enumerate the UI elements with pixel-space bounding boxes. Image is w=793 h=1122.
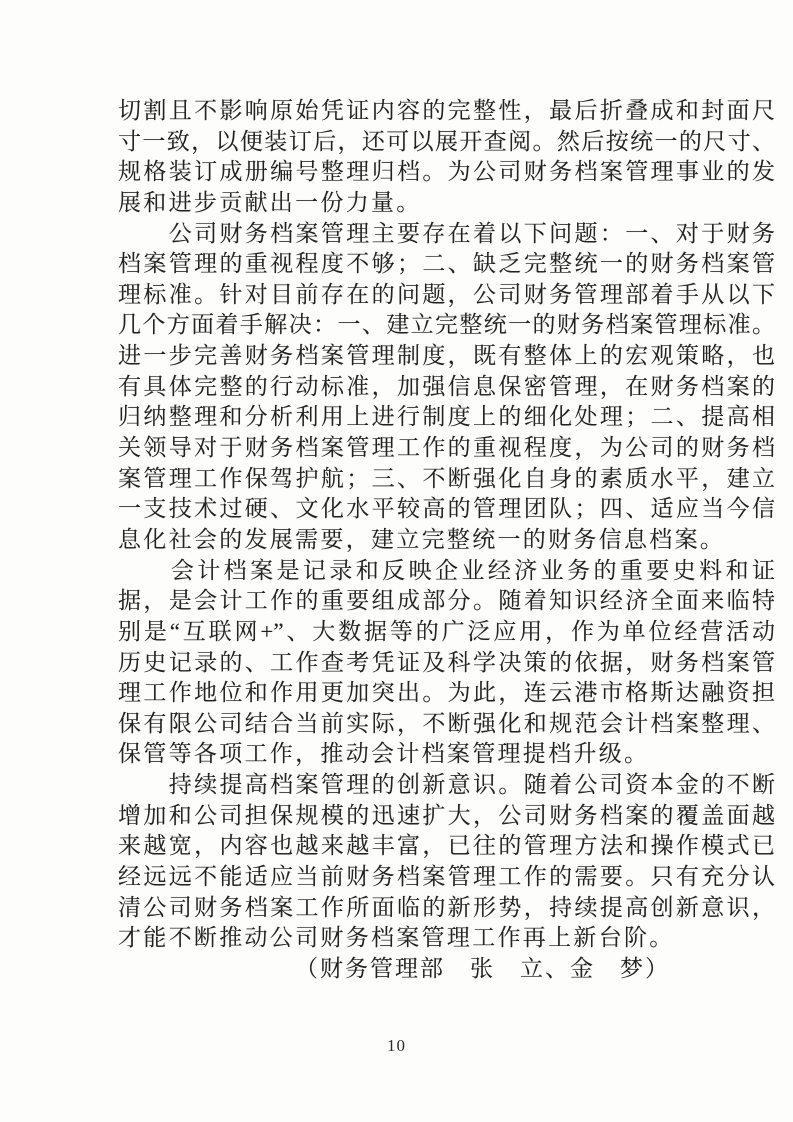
- text-line: 别是“互联网+”、大数据等的广泛应用，作为单位经营活动: [118, 618, 775, 644]
- text-line: 关领导对于财务档案管理工作的重视程度，为公司的财务档: [118, 435, 775, 461]
- text-line: 归纳整理和分析利用上进行制度上的细化处理；二、提高相: [118, 404, 775, 430]
- paragraph-1: [118, 96, 775, 219]
- text-line: 息化社会的发展需要，建立完整统一的财务信息档案。: [118, 526, 726, 552]
- text-line: 增加和公司担保规模的迅速扩大，公司财务档案的覆盖面越: [118, 802, 775, 828]
- text-line: 持续提高档案管理的创新意识。随着公司资本金的不断: [118, 772, 775, 798]
- text-line: 公司财务档案管理主要存在着以下问题：一、对于财务: [118, 220, 775, 246]
- text-line: 进一步完善财务档案管理制度，既有整体上的宏观策略，也: [118, 343, 775, 369]
- text-line: 据，是会计工作的重要组成部分。随着知识经济全面来临特: [118, 588, 775, 614]
- text-line: 才能不断推动公司财务档案管理工作再上新台阶。: [118, 925, 675, 951]
- text-line: 保管等各项工作，推动会计档案管理提档升级。: [118, 741, 650, 767]
- text-line: 规格装订成册编号整理归档。为公司财务档案管理事业的发: [118, 159, 775, 185]
- text-line: 保有限公司结合当前实际，不断强化和规范会计档案整理、: [118, 710, 775, 736]
- text-line: 案管理工作保驾护航；三、不断强化自身的素质水平，建立: [118, 465, 775, 491]
- paragraph-3: [118, 556, 775, 770]
- text-line: 经远远不能适应当前财务档案管理工作的需要。只有充分认: [118, 864, 775, 890]
- paragraph-4: [118, 770, 775, 954]
- text-line: 会计档案是记录和反映企业经济业务的重要史料和证: [118, 557, 775, 583]
- text-line: 一支技术过硬、文化水平较高的管理团队；四、适应当今信: [118, 496, 775, 522]
- text-line: 清公司财务档案工作所面临的新形势，持续提高创新意识，: [118, 894, 775, 920]
- text-line: 来越宽，内容也越来越丰富，已往的管理方法和操作模式已: [118, 833, 775, 859]
- text-line: 档案管理的重视程度不够；二、缺乏完整统一的财务档案管: [118, 251, 775, 277]
- text-line: 有具体完整的行动标准，加强信息保密管理，在财务档案的: [118, 373, 775, 399]
- page-number: 10: [387, 1036, 406, 1055]
- text-line: 寸一致，以便装订后，还可以展开查阅。然后按统一的尺寸、: [118, 128, 775, 154]
- text-line: 切割且不影响原始凭证内容的完整性，最后折叠成和封面尺: [118, 98, 775, 123]
- attribution-line: （财务管理部 张 立、金 梦）: [295, 955, 670, 981]
- text-line: 历史记录的、工作查考凭证及科学决策的依据，财务档案管: [118, 649, 775, 675]
- paragraph-2: [118, 219, 775, 556]
- text-line: 展和进步贡献出一份力量。: [118, 189, 422, 215]
- text-line: 理标准。针对目前存在的问题，公司财务管理部着手从以下: [118, 281, 775, 307]
- text-block: [118, 96, 775, 985]
- text-line: 理工作地位和作用更加突出。为此，连云港市格斯达融资担: [118, 680, 775, 706]
- text-line: 几个方面着手解决：一、建立完整统一的财务档案管理标准。: [118, 312, 775, 338]
